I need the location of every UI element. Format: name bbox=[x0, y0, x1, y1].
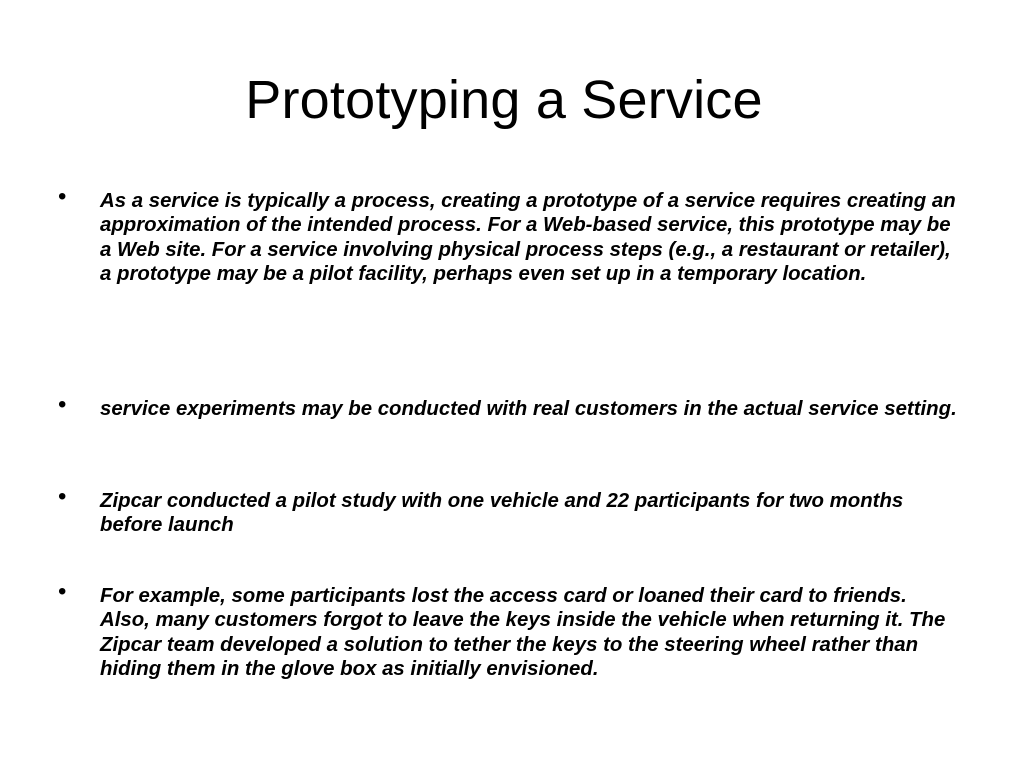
bullet-text: Zipcar conducted a pilot study with one vehicle and 22 participants for two months before launch bbox=[100, 490, 904, 537]
bullet-marker: • bbox=[58, 183, 67, 210]
slide-title: Prototyping a Service bbox=[245, 70, 763, 130]
bullet-marker: • bbox=[58, 578, 67, 605]
bullet-marker: • bbox=[58, 391, 67, 418]
bullet-text: As a service is typically a process, creating a prototype of a service requires creating an approximation of the intended process. For a Web-based service, this prototype may be a Web site. For a service involving physical process steps (e.g., a restaurant or retailer), a prototype may be a pilot facility, perhaps even set up in a temporary location. bbox=[100, 190, 956, 286]
bullet-text: For example, some participants lost the access card or loaned their card to friends. Also, many customers forgot to leave the keys inside the vehicle when returning it. The Zipcar team developed a solution to tether the keys to the steering wheel rather than hiding them in the glove box as initially envisioned. bbox=[100, 585, 946, 681]
bullet-marker: • bbox=[58, 483, 67, 510]
bullet-text: service experiments may be conducted with real customers in the actual service setting. bbox=[100, 398, 957, 420]
